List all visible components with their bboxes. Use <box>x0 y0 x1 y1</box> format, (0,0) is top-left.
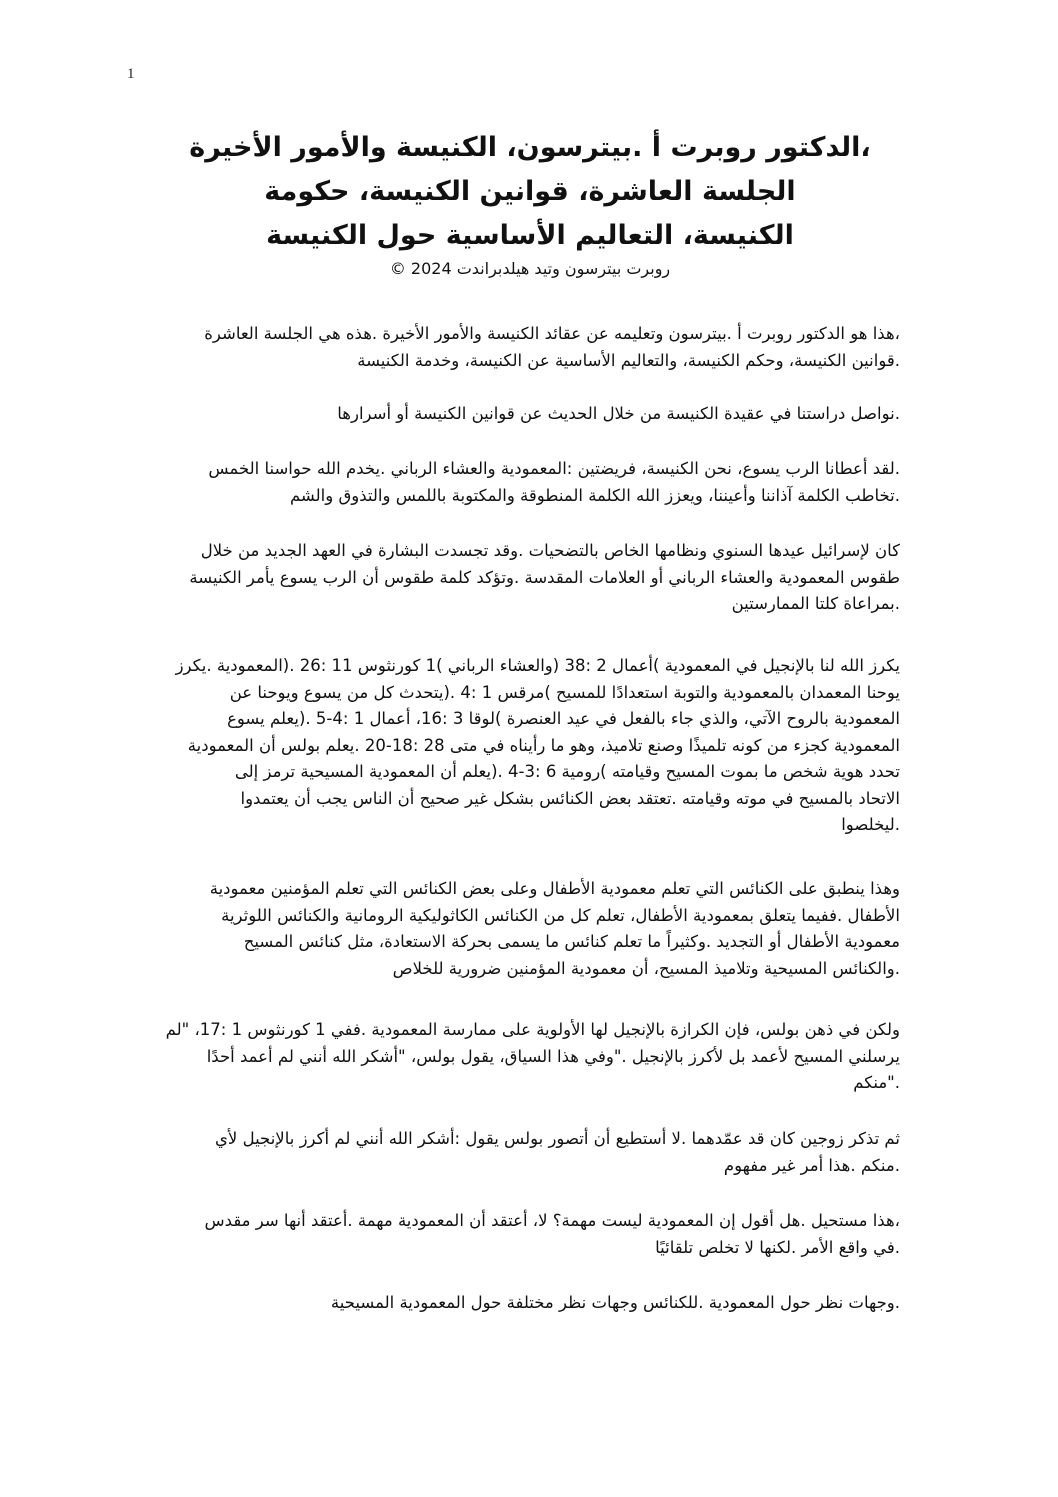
paragraph-line: ثم تذكر زوجين كان قد عمّدهما .لا أستطيع أن أتصور بولس يقول :أشكر الله أنني لم أكرز بالإنجيل لأي <box>215 1129 900 1148</box>
paragraph-6 <box>140 876 900 982</box>
paragraph-line: .تخاطب الكلمة آذاننا وأعيننا، ويعزز الله الكلمة المنطوقة والمكتوبة باللمس والتذوق والشم <box>289 485 900 505</box>
paragraph-line: .في واقع الأمر .لكنها لا تخلص تلقائيًا <box>655 1237 900 1257</box>
paragraph-line: طقوس المعمودية والعشاء الرباني أو العلامات المقدسة .وتؤكد كلمة طقوس أن الرب يسوع يأمر الكنيسة <box>189 567 900 587</box>
paragraph-line: الأطفال .ففيما يتعلق بمعمودية الأطفال، تعلم كل من الكنائس الكاثوليكية الرومانية والكنائس اللوثرية <box>221 905 900 925</box>
paragraph-line: ."منكم <box>853 1073 900 1092</box>
paragraph-line: يرسلني المسيح لأعمد بل لأكرز بالإنجيل ."وفي هذا السياق، يقول بولس، "أشكر الله أنني لم أعمد أحدًا <box>206 1046 900 1066</box>
paragraph-line: .لقد أعطانا الرب يسوع، نحن الكنيسة، فريضتين :المعمودية والعشاء الرباني .يخدم الله حواسنا الخمس <box>208 459 900 478</box>
paragraph-line: ولكن في ذهن بولس، فإن الكرازة بالإنجيل لها الأولوية على ممارسة المعمودية .ففي 1 كورنثوس 1 :17، "لم <box>165 1020 900 1039</box>
paragraph-line: يكرز الله لنا بالإنجيل في المعمودية )أعمال 2 :38 (والعشاء الرباني )1 كورنثوس 11 :26 .(المعمودية .يكرز <box>175 656 900 675</box>
paragraph-line: ،هذا هو الدكتور روبرت أ .بيترسون وتعليمه عن عقائد الكنيسة والأمور الأخيرة .هذه هي الجلسة العاشرة <box>204 324 900 343</box>
paragraph-line: .بمراعاة كلتا الممارستين <box>731 594 900 613</box>
page-number: 1 <box>127 66 135 82</box>
document-header <box>120 126 940 280</box>
paragraph-line: .منكم .هذا أمر غير مفهوم <box>723 1155 900 1175</box>
copyright-line: روبرت بيترسون وتيد هيلدبراندت 2024 © <box>389 259 671 278</box>
paragraph-line: .قوانين الكنيسة، وحكم الكنيسة، والتعاليم الأساسية عن الكنيسة، وخدمة الكنيسة <box>357 350 900 370</box>
paragraph-line: ،هذا مستحيل .هل أقول إن المعمودية ليست مهمة؟ لا، أعتقد أن المعمودية مهمة .أعتقد أنها سر مقدس <box>204 1211 900 1230</box>
paragraph-line: .نواصل دراستنا في عقيدة الكنيسة من خلال الحديث عن قوانين الكنيسة أو أسرارها <box>337 404 900 423</box>
paragraph-line: .والكنائس المسيحية وتلاميذ المسيح، أن معمودية المؤمنين ضرورية للخلاص <box>392 958 900 978</box>
paragraph-line: كان لإسرائيل عيدها السنوي ونظامها الخاص بالتضحيات .وقد تجسدت البشارة في العهد الجديد من خلال <box>200 541 900 560</box>
paragraph-1 <box>140 321 900 374</box>
paragraph-line: يوحنا المعمدان بالمعمودية والتوبة استعدادًا للمسيح )مرقس 1 :4 .(يتحدث كل من يسوع ويوحنا عن <box>229 682 900 702</box>
title-line-3: الكنيسة، التعاليم الأساسية حول الكنيسة <box>266 220 794 251</box>
paragraph-line: .ليخلصوا <box>841 815 900 834</box>
paragraph-line: وهذا ينطبق على الكنائس التي تعلم معمودية الأطفال وعلى بعض الكنائس التي تعلم المؤمنين معمودية <box>209 879 900 898</box>
paragraph-line: .وجهات نظر حول المعمودية .للكنائس وجهات نظر مختلفة حول المعمودية المسيحية <box>330 1293 900 1312</box>
title-line-2: الجلسة العاشرة، قوانين الكنيسة، حكومة <box>264 176 796 207</box>
paragraph-line: معمودية الأطفال أو التجديد .وكثيراً ما تعلم كنائس ما يسمى بحركة الاستعادة، مثل كنائس المسيح <box>243 932 900 951</box>
paragraph-9 <box>140 1208 900 1261</box>
paragraph-line: المعمودية بالروح الآتي، والذي جاء بالفعل في عيد العنصرة )لوقا 3 :16، أعمال 1 :4-5 .(يعلم يسوع <box>227 709 900 728</box>
paragraph-line: تحدد هوية شخص ما بموت المسيح وقيامته )رومية 6 :3-4 .(يعلم أن المعمودية المسيحية ترمز إلى <box>234 762 900 781</box>
title-line-1: ،الدكتور روبرت أ .بيترسون، الكنيسة والأمور الأخيرة <box>189 132 871 163</box>
paragraph-line: المعمودية كجزء من كونه تلميذًا وصنع تلاميذ، وهو ما رأيناه في متى 28 :18-20 .يعلم بولس أن المعمودية <box>187 735 900 755</box>
paragraph-5 <box>140 653 900 839</box>
paragraph-line: الاتحاد بالمسيح في موته وقيامته .تعتقد بعض الكنائس بشكل غير صحيح أن الناس يجب أن يعتمدوا <box>240 788 900 808</box>
paragraph-10 <box>140 1290 900 1317</box>
paragraph-8 <box>140 1126 900 1179</box>
paragraph-7 <box>140 1017 900 1097</box>
paragraph-3 <box>140 456 900 509</box>
paragraph-4 <box>140 538 900 618</box>
paragraph-2 <box>140 401 900 428</box>
